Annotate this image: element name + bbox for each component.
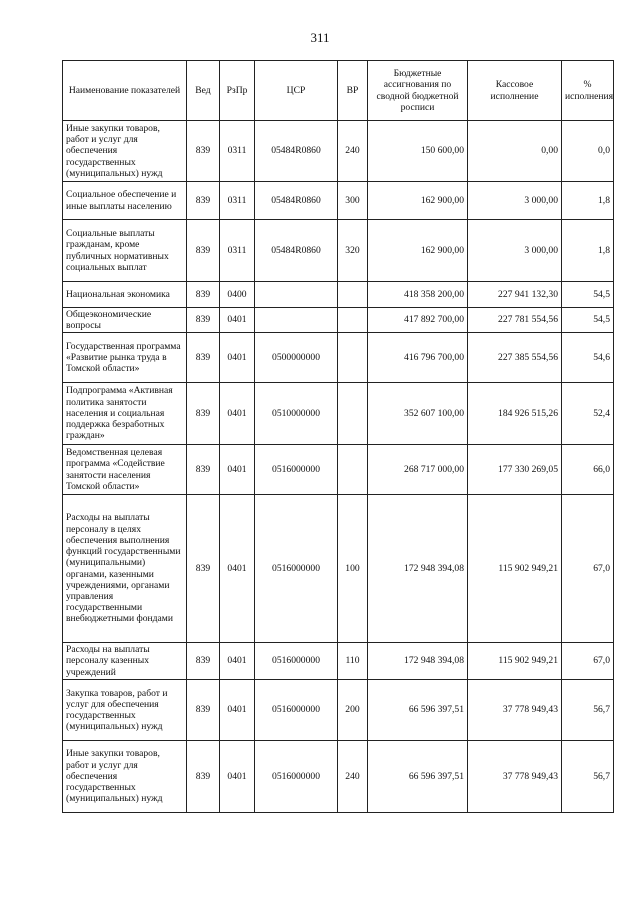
page-number: 311 [310,30,330,45]
cell-csr: 0516000000 [255,680,338,741]
cell-assignments: 66 596 397,51 [368,741,468,813]
cell-percent: 54,5 [562,308,614,333]
cell-percent: 67,0 [562,495,614,643]
cell-vr [338,383,368,445]
cell-rzpr: 0401 [220,445,255,495]
table-row [63,282,614,308]
cell-percent: 54,6 [562,333,614,383]
cell-percent: 66,0 [562,445,614,495]
cell-execution: 115 902 949,21 [468,643,562,680]
cell-ved: 839 [187,333,220,383]
cell-assignments: 162 900,00 [368,182,468,220]
cell-rzpr: 0401 [220,495,255,643]
cell-name: Подпрограмма «Активная политика занятости населения и социальная поддержка безработных граждан» [63,383,187,445]
table-header-row [63,61,614,121]
table-row [63,308,614,333]
cell-rzpr: 0311 [220,182,255,220]
cell-execution: 115 902 949,21 [468,495,562,643]
cell-name: Расходы на выплаты персоналу в целях обеспечения выполнения функций государственными (муниципальными) органами, казенными учреждениями, органами управления государственными внебюджетными фондами [63,495,187,643]
cell-csr: 0516000000 [255,495,338,643]
cell-assignments: 172 948 394,08 [368,643,468,680]
cell-assignments: 172 948 394,08 [368,495,468,643]
cell-percent: 1,8 [562,182,614,220]
cell-ved: 839 [187,121,220,182]
cell-vr: 240 [338,121,368,182]
cell-ved: 839 [187,445,220,495]
cell-name: Государственная программа «Развитие рынка труда в Томской области» [63,333,187,383]
cell-ved: 839 [187,282,220,308]
cell-execution: 227 781 554,56 [468,308,562,333]
cell-ved: 839 [187,308,220,333]
cell-ved: 839 [187,680,220,741]
cell-vr: 320 [338,220,368,282]
header-percent: % исполнения [562,61,614,121]
cell-ved: 839 [187,182,220,220]
cell-execution: 227 385 554,56 [468,333,562,383]
cell-execution: 0,00 [468,121,562,182]
cell-csr [255,282,338,308]
table-row [63,182,614,220]
cell-csr [255,308,338,333]
cell-rzpr: 0311 [220,220,255,282]
cell-percent: 67,0 [562,643,614,680]
cell-csr: 05484R0860 [255,121,338,182]
header-name: Наименование показателей [63,61,187,121]
cell-ved: 839 [187,741,220,813]
cell-ved: 839 [187,495,220,643]
header-execution: Кассовое исполнение [468,61,562,121]
cell-percent: 1,8 [562,220,614,282]
cell-vr [338,333,368,383]
cell-assignments: 66 596 397,51 [368,680,468,741]
cell-assignments: 417 892 700,00 [368,308,468,333]
cell-vr [338,282,368,308]
cell-assignments: 268 717 000,00 [368,445,468,495]
header-vr: ВР [338,61,368,121]
cell-execution: 3 000,00 [468,182,562,220]
cell-assignments: 150 600,00 [368,121,468,182]
table-row [63,445,614,495]
cell-ved: 839 [187,643,220,680]
cell-vr: 240 [338,741,368,813]
cell-csr: 0516000000 [255,643,338,680]
cell-percent: 56,7 [562,741,614,813]
cell-name: Иные закупки товаров, работ и услуг для обеспечения государственных (муниципальных) нужд [63,121,187,182]
cell-percent: 0,0 [562,121,614,182]
table-row [63,383,614,445]
cell-name: Ведомственная целевая программа «Содействие занятости населения Томской области» [63,445,187,495]
cell-assignments: 416 796 700,00 [368,333,468,383]
cell-execution: 227 941 132,30 [468,282,562,308]
budget-table [62,60,614,813]
header-ved: Вед [187,61,220,121]
table-row [63,495,614,643]
cell-percent: 52,4 [562,383,614,445]
cell-csr: 05484R0860 [255,220,338,282]
header-rzpr: РзПр [220,61,255,121]
cell-csr: 0500000000 [255,333,338,383]
table-row [63,220,614,282]
cell-execution: 37 778 949,43 [468,680,562,741]
cell-rzpr: 0401 [220,308,255,333]
cell-name: Социальные выплаты гражданам, кроме публичных нормативных социальных выплат [63,220,187,282]
cell-name: Социальное обеспечение и иные выплаты населению [63,182,187,220]
cell-name: Расходы на выплаты персоналу казенных учреждений [63,643,187,680]
cell-rzpr: 0401 [220,680,255,741]
cell-csr: 0510000000 [255,383,338,445]
header-assignments: Бюджетные ассигнования по сводной бюджетной росписи [368,61,468,121]
cell-rzpr: 0401 [220,383,255,445]
cell-assignments: 352 607 100,00 [368,383,468,445]
cell-name: Национальная экономика [63,282,187,308]
cell-vr: 300 [338,182,368,220]
cell-vr: 200 [338,680,368,741]
cell-name: Общеэкономические вопросы [63,308,187,333]
cell-csr: 0516000000 [255,741,338,813]
cell-assignments: 162 900,00 [368,220,468,282]
cell-ved: 839 [187,220,220,282]
cell-vr: 100 [338,495,368,643]
cell-execution: 184 926 515,26 [468,383,562,445]
cell-percent: 54,5 [562,282,614,308]
table-row [63,643,614,680]
table-row [63,741,614,813]
cell-rzpr: 0311 [220,121,255,182]
cell-vr: 110 [338,643,368,680]
header-csr: ЦСР [255,61,338,121]
cell-rzpr: 0401 [220,643,255,680]
cell-name: Закупка товаров, работ и услуг для обеспечения государственных (муниципальных) нужд [63,680,187,741]
table-row [63,680,614,741]
cell-vr [338,445,368,495]
cell-csr: 05484R0860 [255,182,338,220]
cell-execution: 177 330 269,05 [468,445,562,495]
table-row [63,333,614,383]
cell-percent: 56,7 [562,680,614,741]
cell-execution: 3 000,00 [468,220,562,282]
table-row [63,121,614,182]
cell-execution: 37 778 949,43 [468,741,562,813]
cell-rzpr: 0401 [220,741,255,813]
cell-rzpr: 0400 [220,282,255,308]
cell-rzpr: 0401 [220,333,255,383]
cell-ved: 839 [187,383,220,445]
cell-name: Иные закупки товаров, работ и услуг для обеспечения государственных (муниципальных) нужд [63,741,187,813]
cell-assignments: 418 358 200,00 [368,282,468,308]
cell-vr [338,308,368,333]
cell-csr: 0516000000 [255,445,338,495]
